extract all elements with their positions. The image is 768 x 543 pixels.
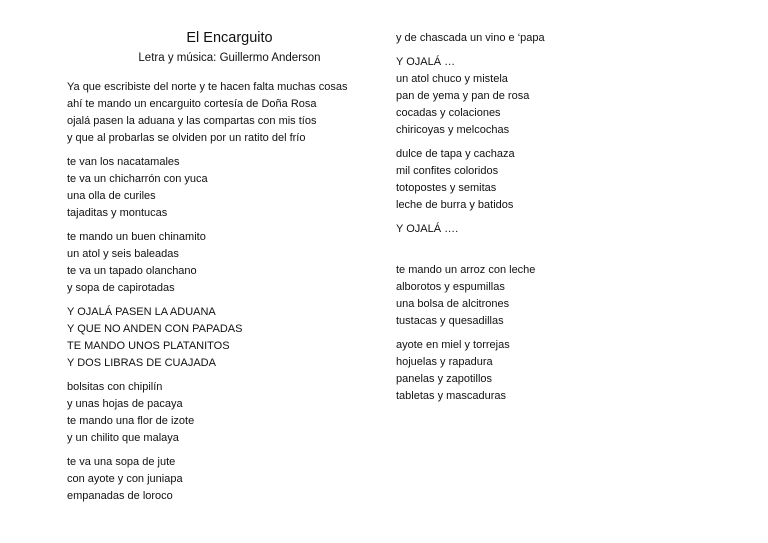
lyric-line: empanadas de loroco [67, 490, 173, 502]
chorus-reference: Y OJALÁ …. [396, 223, 459, 235]
lyric-line: te va un tapado olanchano [67, 265, 197, 277]
chorus-reference: Y OJALÁ … [396, 56, 456, 68]
lyric-line: un atol y seis baleadas [67, 248, 179, 260]
lyric-line: tajaditas y montucas [67, 207, 168, 219]
stanza [67, 154, 377, 222]
lyric-line: y que al probarlas se olviden por un ratito del frío [67, 132, 306, 144]
lyric-line: te va un chicharrón con yuca [67, 173, 208, 185]
stanza [67, 454, 377, 505]
lyric-line: pan de yema y pan de rosa [396, 90, 530, 102]
lyric-line: tustacas y quesadillas [396, 315, 504, 327]
lyric-line: cocadas y colaciones [396, 107, 501, 119]
chorus [67, 304, 377, 372]
stanza [67, 229, 377, 297]
lyric-line: te mando un buen chinamito [67, 231, 206, 243]
lyric-line: Y DOS LIBRAS DE CUAJADA [67, 357, 216, 369]
lyric-line: te van los nacatamales [67, 156, 180, 168]
lyric-line: y sopa de capirotadas [67, 282, 175, 294]
lyric-line: bolsitas con chipilín [67, 381, 163, 393]
lyric-line: una bolsa de alcitrones [396, 298, 510, 310]
lyric-line: tabletas y mascaduras [396, 390, 507, 402]
stanza [396, 262, 696, 330]
lyric-line: y un chilito que malaya [67, 432, 179, 444]
right-column [396, 30, 696, 412]
lyric-line: dulce de tapa y cachaza [396, 148, 515, 160]
lyric-line: con ayote y con juniapa [67, 473, 183, 485]
stanza [396, 221, 696, 238]
lyric-line: Y OJALÁ PASEN LA ADUANA [67, 306, 216, 318]
lyric-line: mil confites coloridos [396, 165, 499, 177]
stanza [67, 379, 377, 447]
stanza [396, 146, 696, 214]
song-credits: Letra y música: Guillermo Anderson [138, 52, 321, 64]
stanza [396, 337, 696, 405]
lyric-line: te mando una flor de izote [67, 415, 195, 427]
lyric-line: Ya que escribiste del norte y te hacen falta muchas cosas [67, 81, 348, 93]
stanza [396, 54, 696, 139]
lyric-line: ayote en miel y torrejas [396, 339, 510, 351]
stanza [67, 79, 377, 147]
lyric-line: un atol chuco y mistela [396, 73, 508, 85]
lyric-line: ojalá pasen la aduana y las compartas con mis tíos [67, 115, 317, 127]
lyric-line: Y QUE NO ANDEN CON PAPADAS [67, 323, 243, 335]
stanza [396, 30, 696, 47]
lyric-line: totopostes y semitas [396, 182, 497, 194]
lyric-line: y unas hojas de pacaya [67, 398, 183, 410]
lyric-line: chiricoyas y melcochas [396, 124, 510, 136]
lyric-line: leche de burra y batidos [396, 199, 514, 211]
lyric-line: panelas y zapotillos [396, 373, 493, 385]
spacer [396, 245, 696, 262]
left-column [67, 30, 377, 512]
lyric-line: una olla de curiles [67, 190, 156, 202]
song-title: El Encarguito [186, 30, 273, 46]
lyric-line: te mando un arroz con leche [396, 264, 536, 276]
lyric-line: ahí te mando un encarguito cortesía de Doña Rosa [67, 98, 317, 110]
lyric-line: y de chascada un vino e ‘papa [396, 32, 545, 44]
lyric-line: hojuelas y rapadura [396, 356, 493, 368]
lyric-line: alborotos y espumillas [396, 281, 505, 293]
lyric-line: TE MANDO UNOS PLATANITOS [67, 340, 230, 352]
lyric-line: te va una sopa de jute [67, 456, 176, 468]
